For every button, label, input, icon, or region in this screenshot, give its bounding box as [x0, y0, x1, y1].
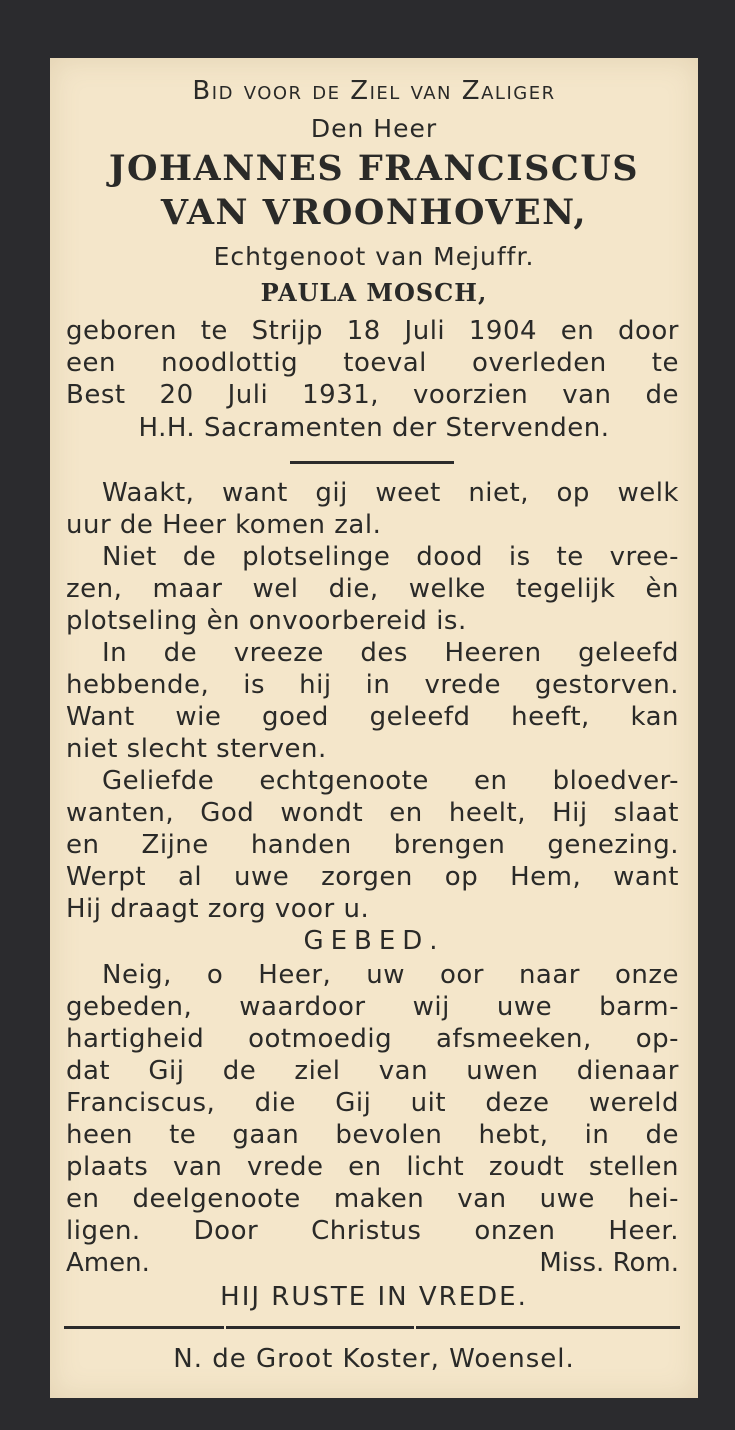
memorial-card: [50, 58, 698, 1398]
header-line-1: Bid voor de Ziel van Zaliger: [192, 76, 556, 106]
printer-credit: N. de Groot Koster, Woensel.: [173, 1344, 575, 1374]
prayer-title: GEBED.: [303, 926, 445, 956]
verse-line: uur de Heer komen zal.: [66, 510, 382, 540]
verse-line: In de vreeze des Heeren geleefd: [102, 638, 679, 668]
verse-line: Hij draagt zorg voor u.: [66, 894, 370, 924]
verse-line: hebbende, is hij in vrede gestorven.: [66, 670, 679, 700]
bottom-rule-segment: [226, 1326, 414, 1329]
prayer-line: hartigheid ootmoedig afsmeeken, op-: [66, 1024, 679, 1054]
prayer-line: ligen. Door Christus onzen Heer.: [66, 1216, 679, 1246]
verse-line: Waakt, want gij weet niet, op welk: [102, 478, 679, 508]
spouse-name: PAULA MOSCH,: [260, 278, 488, 307]
prayer-line: heen te gaan bevolen hebt, in de: [66, 1120, 679, 1150]
amen-text: Amen.: [66, 1248, 150, 1278]
verse-line: niet slecht sterven.: [66, 734, 327, 764]
spouse-intro: Echtgenoot van Mejuffr.: [213, 242, 535, 271]
header-line-2: Den Heer: [310, 114, 438, 143]
source-reference: Miss. Rom.: [539, 1248, 679, 1278]
deceased-name-line-1: JOHANNES FRANCISCUS: [108, 148, 640, 189]
bottom-rule-segment: [416, 1326, 680, 1329]
verse-line: en Zijne handen brengen genezing.: [66, 830, 679, 860]
verse-line: zen, maar wel die, welke tegelijk èn: [66, 574, 679, 604]
bio-line: een noodlottig toeval overleden te: [66, 348, 679, 378]
verse-line: Want wie goed geleefd heeft, kan: [66, 702, 679, 732]
prayer-line: plaats van vrede en licht zoudt stellen: [66, 1152, 679, 1182]
amen-line: [66, 1248, 679, 1278]
bio-line: geboren te Strijp 18 Juli 1904 en door: [66, 316, 679, 346]
section-divider: [290, 461, 454, 464]
verse-line: Niet de plotselinge dood is te vree-: [102, 542, 679, 572]
verse-line: plotseling èn onvoorbereid is.: [66, 606, 467, 636]
bio-line: Best 20 Juli 1931, voorzien van de: [66, 380, 679, 410]
deceased-name-line-2: VAN VROONHOVEN,: [160, 192, 588, 233]
verse-line: Geliefde echtgenoote en bloedver-: [102, 766, 679, 796]
prayer-line: gebeden, waardoor wij uwe barm-: [66, 992, 679, 1022]
bottom-rule-segment: [64, 1326, 224, 1329]
bio-last-line: H.H. Sacramenten der Stervenden.: [138, 413, 610, 443]
prayer-line: Neig, o Heer, uw oor naar onze: [102, 960, 679, 990]
prayer-line: dat Gij de ziel van uwen dienaar: [66, 1056, 679, 1086]
closing-line: HIJ RUSTE IN VREDE.: [220, 1282, 528, 1312]
verse-line: wanten, God wondt en heelt, Hij slaat: [66, 798, 679, 828]
prayer-line: Franciscus, die Gij uit deze wereld: [66, 1088, 679, 1118]
verse-line: Werpt al uwe zorgen op Hem, want: [66, 862, 679, 892]
prayer-line: en deelgenoote maken van uwe hei-: [66, 1184, 679, 1214]
